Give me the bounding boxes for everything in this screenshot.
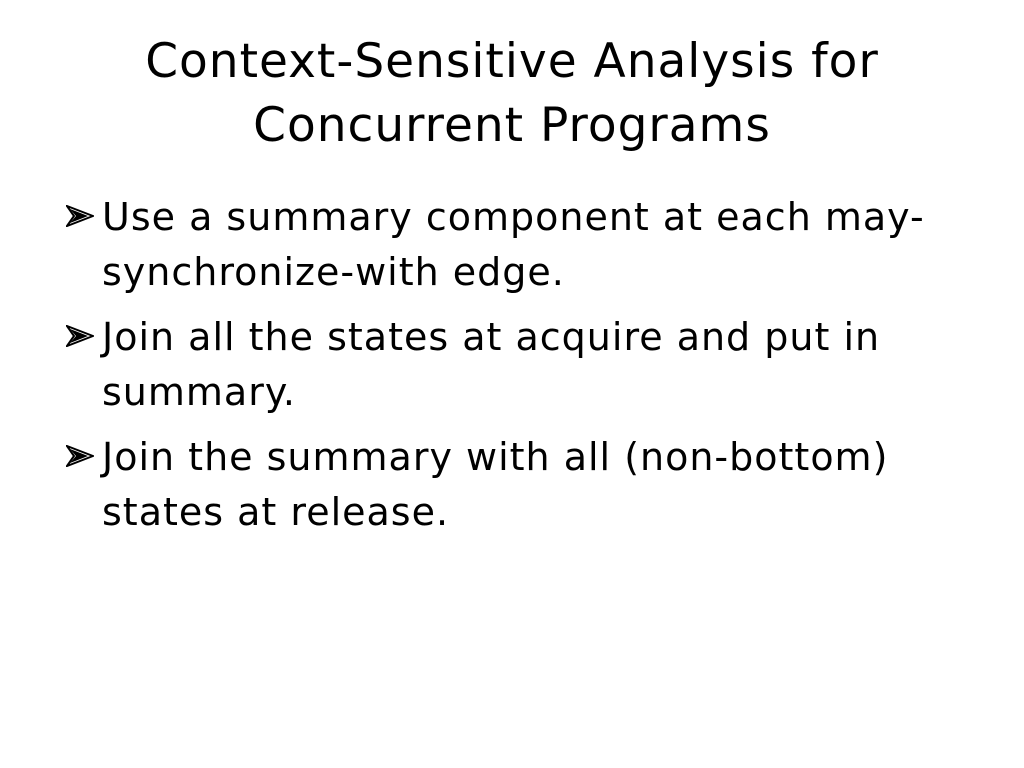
arrowhead-bullet-icon — [62, 430, 96, 485]
bullet-text: Join all the states at acquire and put in summary. — [102, 315, 881, 414]
arrowhead-bullet-icon — [62, 310, 96, 365]
bullet-item-2 — [62, 310, 982, 420]
bullet-text: Use a summary component at each may-synchronize-with edge. — [102, 195, 925, 294]
bullet-text: Join the summary with all (non-bottom) states at release. — [102, 435, 889, 534]
bullet-item-1 — [62, 190, 982, 300]
bullet-item-3 — [62, 430, 982, 540]
bullet-list — [62, 190, 982, 550]
arrowhead-bullet-icon — [62, 190, 96, 245]
slide-title: Context-Sensitive Analysis for Concurrent Programs — [145, 34, 879, 153]
